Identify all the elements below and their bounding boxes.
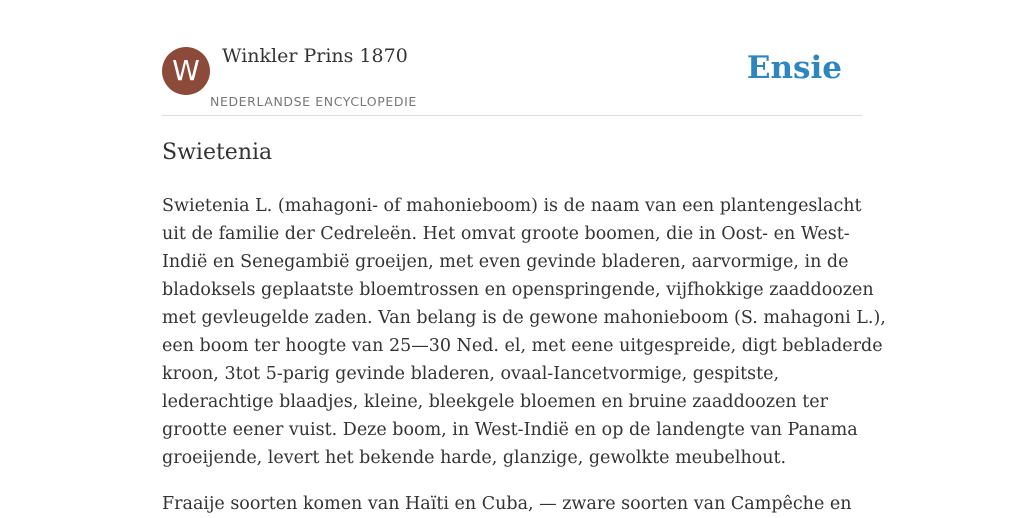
page-container bbox=[162, 0, 886, 514]
paragraph-line: groeijende, levert het bekende harde, glanzige, gewolkte meubelhout. bbox=[162, 448, 787, 468]
paragraph-line: Indië en Senegambië groeijen, met even gevinde bladeren, aarvormige, in de bbox=[162, 252, 849, 272]
paragraph-line: uit de familie der Cedreleën. Het omvat groote boomen, die in Oost- en West- bbox=[162, 224, 850, 244]
paragraph-line: Swietenia L. (mahagoni- of mahonieboom) is de naam van een plantengeslacht bbox=[162, 196, 862, 216]
paragraph-line: bladoksels geplaatste bloemtrossen en openspringende, vijfhokkige zaaddoozen bbox=[162, 280, 874, 300]
article-paragraph bbox=[162, 192, 886, 472]
paragraph-line: kroon, 3tot 5-parig gevinde bladeren, ovaal-Iancetvormige, gespitste, bbox=[162, 364, 780, 384]
article-body bbox=[162, 192, 886, 518]
site-header bbox=[162, 0, 862, 116]
brand-logo-link[interactable]: Ensie bbox=[746, 50, 842, 86]
source-subtitle: NEDERLANDSE ENCYCLOPEDIE bbox=[210, 94, 417, 109]
paragraph-line: met gevleugelde zaden. Van belang is de gewone mahonieboom (S. mahagoni L.), bbox=[162, 308, 886, 328]
source-title[interactable]: Winkler Prins 1870 bbox=[222, 45, 408, 67]
paragraph-line: lederachtige blaadjes, kleine, bleekgele bloemen en bruine zaaddoozen ter bbox=[162, 392, 829, 412]
source-avatar[interactable]: W bbox=[162, 47, 210, 95]
article-title: Swietenia bbox=[162, 140, 273, 165]
paragraph-line: een boom ter hoogte van 25—30 Ned. el, met eene uitgespreide, digt bebladerde bbox=[162, 336, 883, 356]
paragraph-line: Fraaije soorten komen van Haïti en Cuba, — zware soorten van Campêche en bbox=[162, 494, 852, 514]
article-paragraph bbox=[162, 490, 862, 518]
paragraph-line: grootte eener vuist. Deze boom, in West-Indië en op de landengte van Panama bbox=[162, 420, 858, 440]
